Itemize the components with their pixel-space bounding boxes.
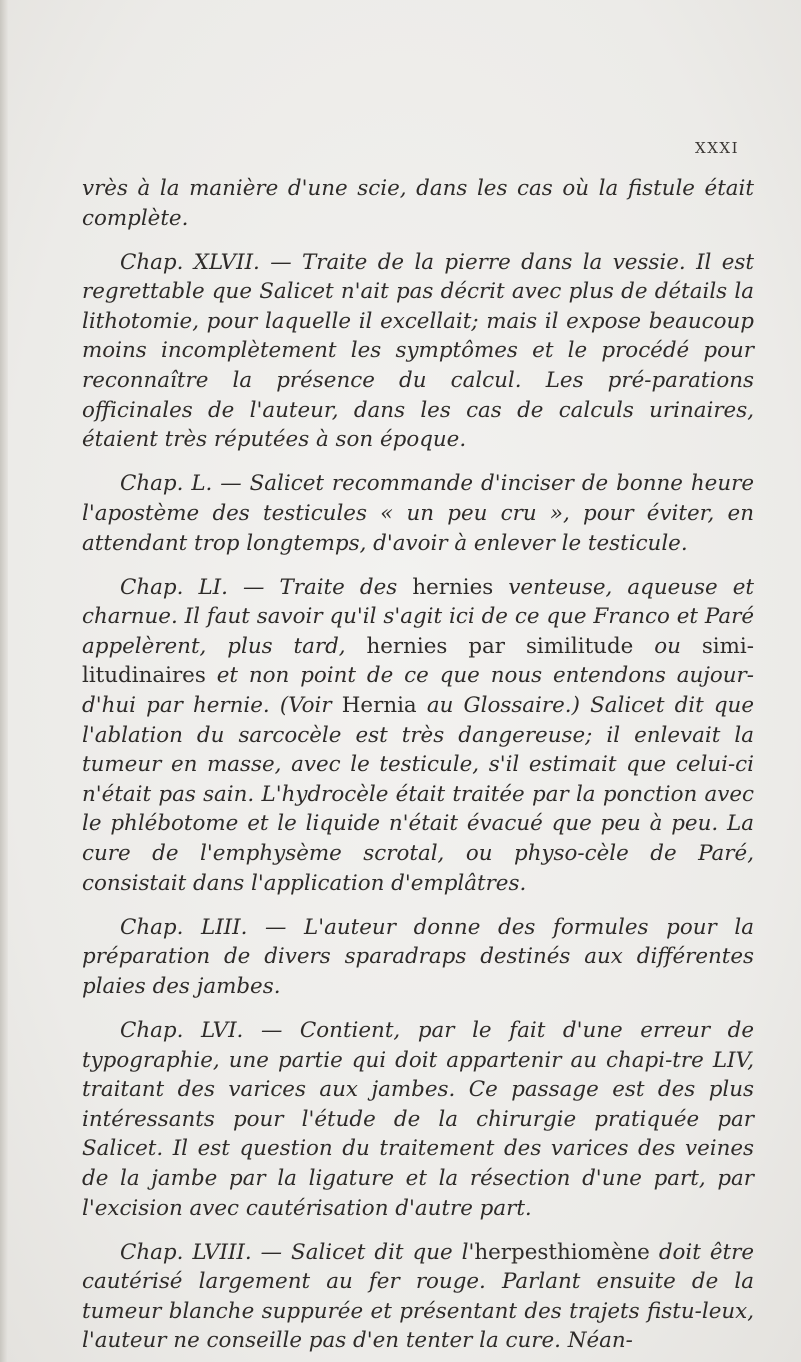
text-run: Chap. LIII. — L'auteur donne des formules pour la préparation de divers sparadraps destinés aux différentes plaies des jambes.	[82, 914, 754, 999]
paragraph	[82, 174, 754, 233]
roman-term: hernies par similitude	[366, 633, 634, 659]
text-run: et non point de ce que nous entendons aujour-d'hui par hernie. (Voir	[82, 663, 754, 718]
text-run: Chap. LVIII. — Salicet dit que l'	[120, 1239, 475, 1265]
text-run: vrès à la manière d'une scie, dans les cas où la fistule était complète.	[82, 176, 754, 231]
roman-term: herpesthiomène	[474, 1239, 650, 1265]
body-text	[82, 174, 754, 1362]
roman-term: Hernia	[341, 693, 417, 718]
paragraph	[82, 248, 754, 455]
text-run: Chap. XLVII. — Traite de la pierre dans la vessie. Il est regrettable que Salicet n'ait pas décrit avec plus de détails la lithotomie, pour laquelle il excellait; mais il expose beaucoup moins incomplètement les symptômes et le procédé pour reconnaître la présence du calcul. Les pré-parations officinales de l'auteur, dans les cas de calculs urinaires, étaient très réputées à son époque.	[82, 249, 754, 453]
text-run: ou	[633, 633, 702, 659]
text-run: Chap. LI. — Traite des	[120, 574, 413, 600]
page-number: XXXI	[695, 139, 739, 157]
paragraph	[82, 1016, 754, 1223]
paragraph	[82, 573, 754, 899]
paragraph	[82, 1238, 754, 1356]
paragraph	[82, 913, 754, 1002]
roman-term: hernies	[412, 574, 494, 600]
text-run: venteuse, aqueuse et charnue. Il faut savoir qu'il s'agit ici de ce que Franco et Paré appelèrent, plus tard,	[82, 574, 755, 659]
roman-term: simi-litudinaires	[82, 633, 754, 689]
text-run: Chap. L. — Salicet recommande d'inciser de bonne heure l'apostème des testicules « un peu cru », pour éviter, en attendant trop longtemps, d'avoir à enlever le testicule.	[82, 471, 754, 556]
paragraph	[82, 469, 754, 558]
page-gutter-edge	[0, 0, 8, 1362]
text-run: doit être cautérisé largement au fer rouge. Parlant ensuite de la tumeur blanche suppurée et présentant des trajets fistu-leux, l'auteur ne conseille pas d'en tenter la cure. Néan-	[82, 1239, 754, 1354]
text-run: au Glossaire.) Salicet dit que l'ablation du sarcocèle est très dangereuse; il enlevait la tumeur en masse, avec le testicule, s'il estimait que celui-ci n'était pas sain. L'hydrocèle était traitée par la ponction avec le phlébotome et le liquide n'était évacué que peu à peu. La cure de l'emphysème scrotal, ou physo-cèle de Paré, consistait dans l'application d'emplâtres.	[82, 693, 754, 896]
text-run: Chap. LVI. — Contient, par le fait d'une erreur de typographie, une partie qui doit appartenir au chapi-tre LIV, traitant des varices aux jambes. Ce passage est des plus intéressants pour l'étude de la chirurgie pratiquée par Salicet. Il est question du traitement des varices des veines de la jambe par la ligature et la résection d'une part, par l'excision avec cautérisation d'autre part.	[82, 1017, 754, 1221]
